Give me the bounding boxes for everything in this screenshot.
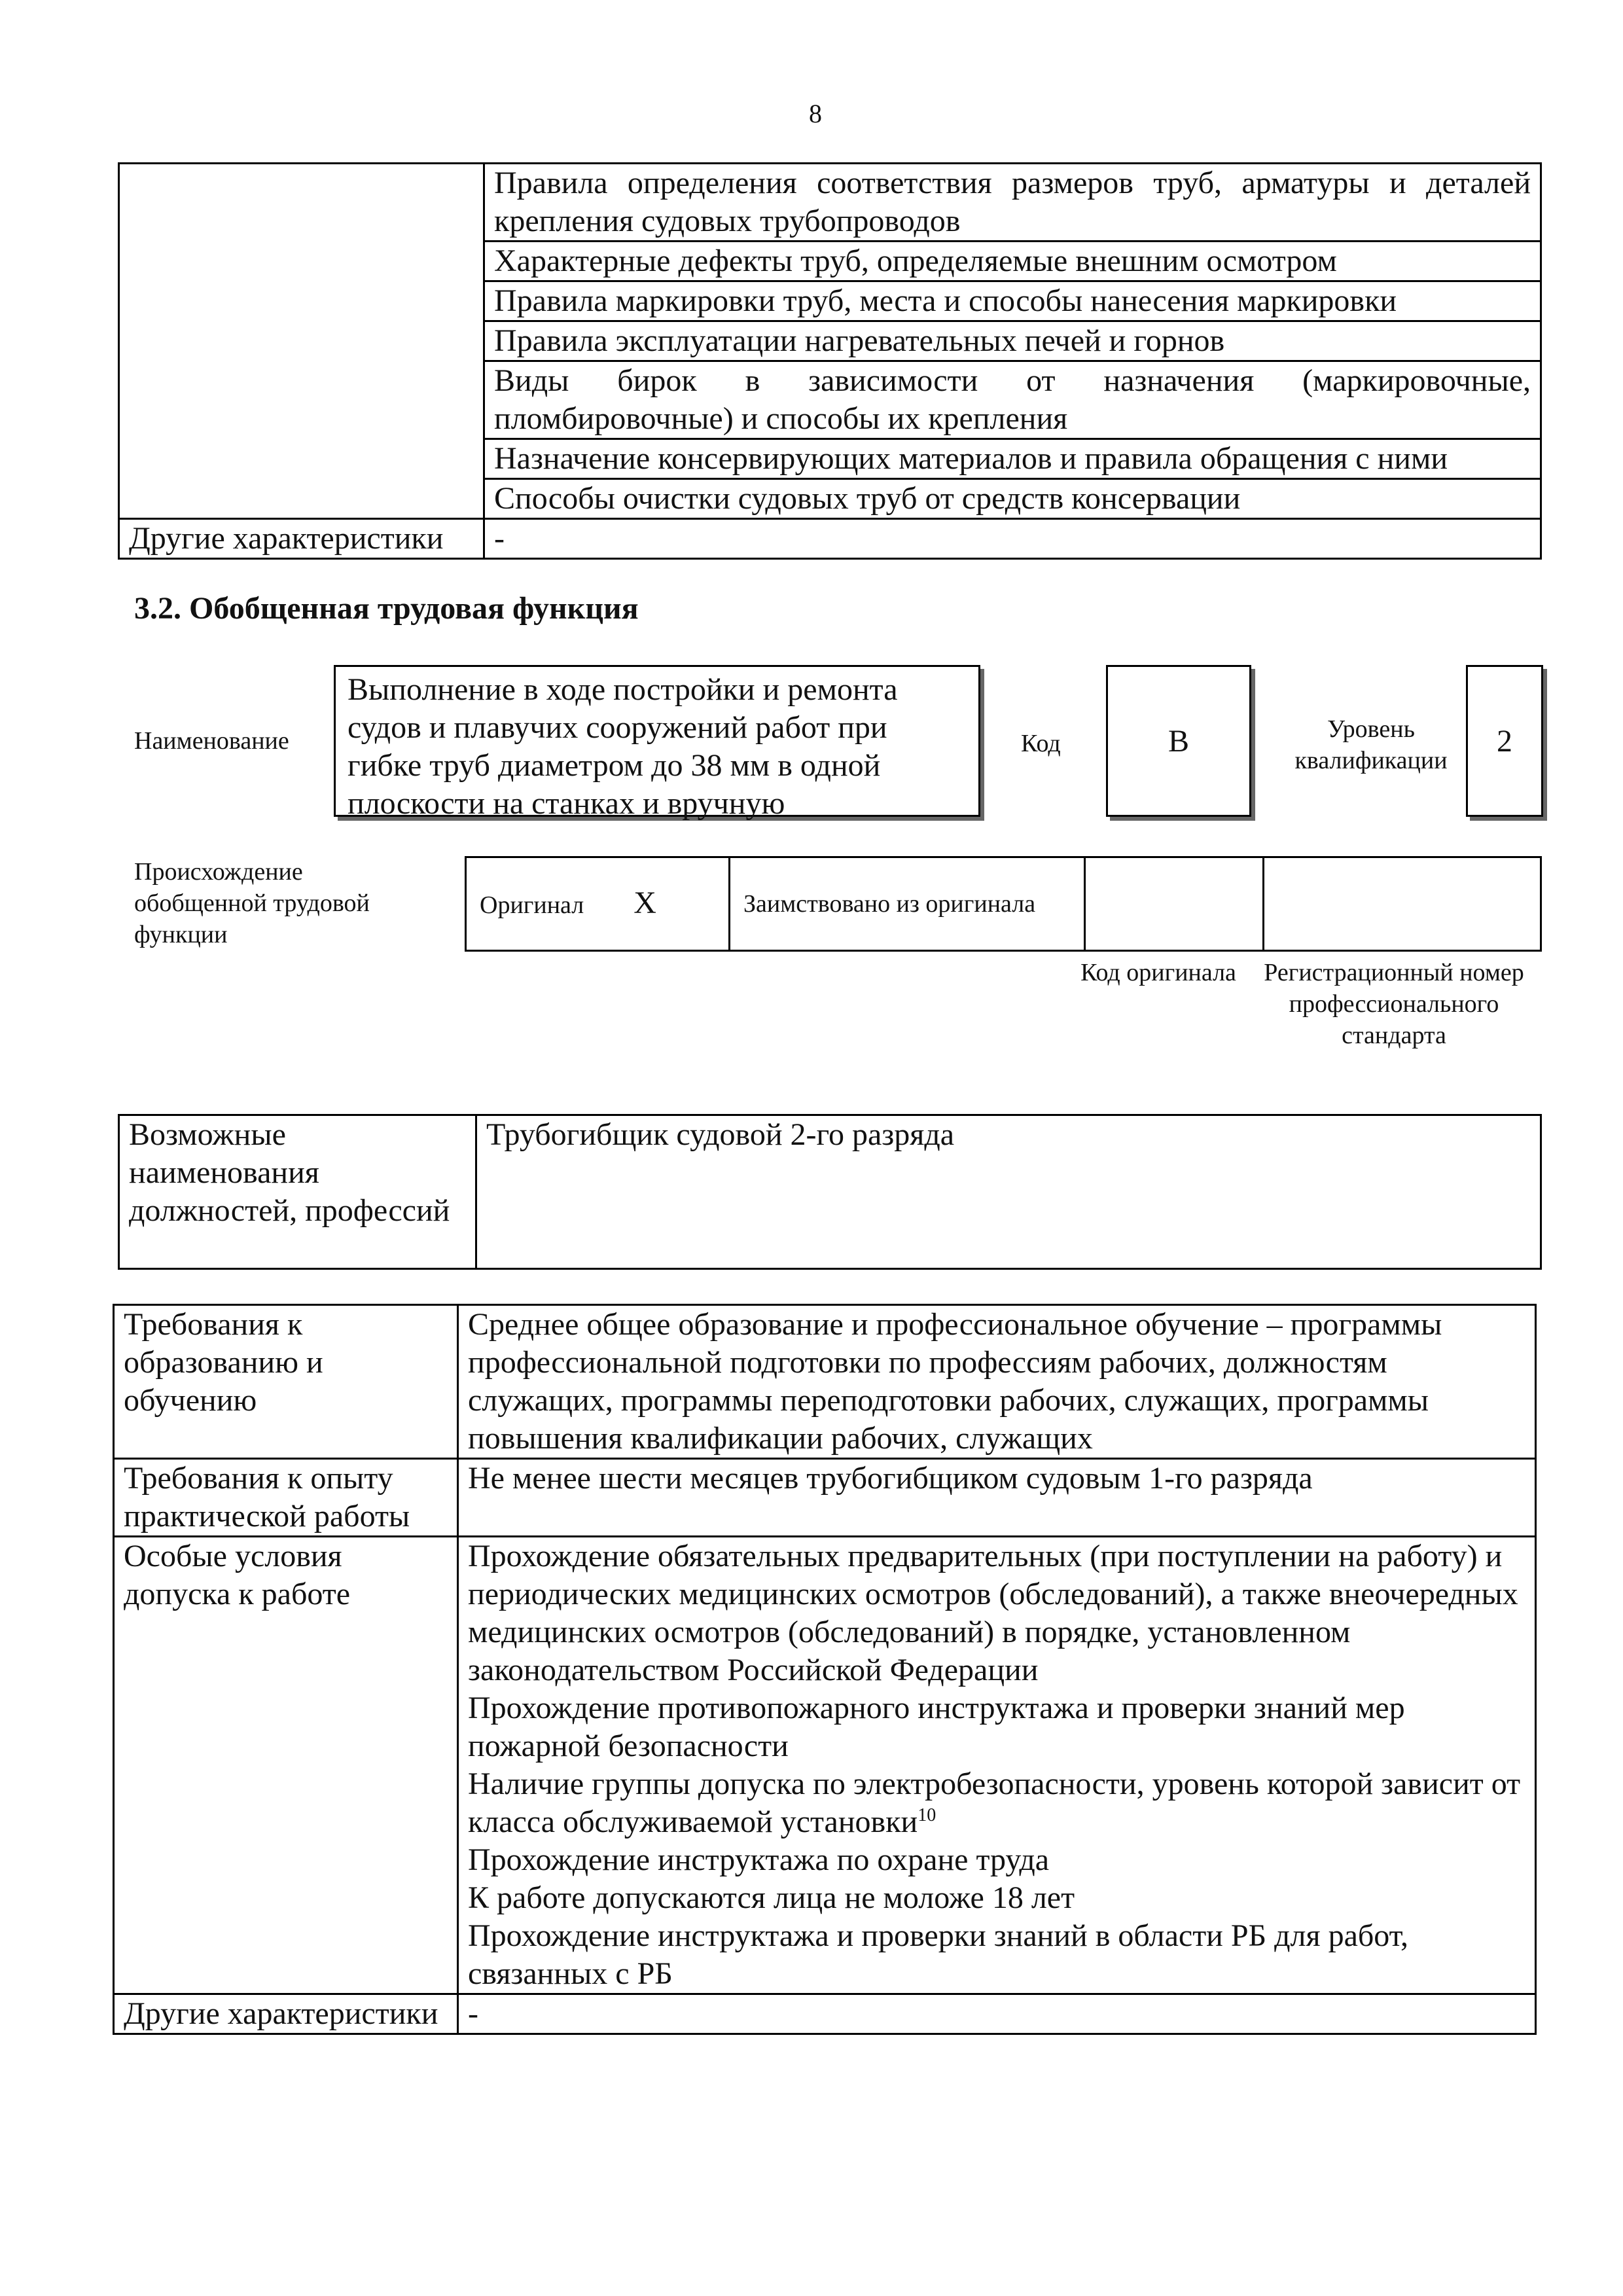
requirements-table: [113, 1304, 1537, 2035]
knowledge-item: Способы очистки судовых труб от средств консервации: [484, 479, 1541, 519]
table-row: [466, 857, 1541, 951]
conditions-value: [458, 1537, 1536, 1994]
condition-item: Прохождение обязательных предварительных (при поступлении на работу) и периодических медицинских осмотров (обследований), а также внеочередных медицинских осмотров (обследований) в порядке, установленном законодательством Российской Федерации: [468, 1539, 1518, 1687]
table-row: [119, 1115, 1541, 1269]
original-label: Оригинал: [480, 891, 584, 919]
table-row: [114, 1305, 1536, 1459]
original-code-caption: Код оригинала: [1080, 959, 1236, 986]
table-row: [114, 1459, 1536, 1537]
positions-label: Возможные наименования должностей, профессий: [119, 1115, 476, 1269]
condition-item: Прохождение противопожарного инструктажа и проверки знаний мер пожарной безопасности: [468, 1691, 1405, 1763]
empty-label-cell: [119, 164, 484, 519]
name-label: Наименование: [134, 727, 289, 755]
conditions-label: Особые условия допуска к работе: [114, 1537, 458, 1994]
condition-item: Прохождение инструктажа и проверки знаний в области РБ для работ, связанных с РБ: [468, 1918, 1409, 1991]
experience-label: Требования к опыту практической работы: [114, 1459, 458, 1537]
borrowed-label: Заимствовано из оригинала: [730, 857, 1085, 951]
other-characteristics-value: -: [484, 519, 1541, 559]
table-row: [119, 519, 1541, 559]
condition-text: Наличие группы допуска по электробезопасности, уровень которой зависит от класса обслуживаемой установки: [468, 1767, 1521, 1839]
positions-value: Трубогибщик судовой 2-го разряда: [476, 1115, 1541, 1269]
experience-value: Не менее шести месяцев трубогибщиком судовым 1-го разряда: [458, 1459, 1536, 1537]
other-characteristics-label: Другие характеристики: [114, 1994, 458, 2034]
qualification-level-box: 2: [1466, 665, 1543, 817]
education-value: Среднее общее образование и профессиональное обучение – программы профессиональной подготовки по профессиям рабочих, должностям служащих, программы переподготовки рабочих, служащих, программы повышения квалификации рабочих, служащих: [458, 1305, 1536, 1459]
condition-item-electrical: [468, 1765, 1525, 1841]
function-name-box: Выполнение в ходе постройки и ремонта судов и плавучих сооружений работ при гибке труб диаметром до 38 мм в одной плоскости на станках и вручную: [334, 665, 980, 817]
qualification-level-label: Уровень квалификации: [1294, 715, 1448, 774]
original-cell: [466, 857, 730, 951]
footnote-ref: 10: [918, 1805, 936, 1825]
knowledge-item: Назначение консервирующих материалов и правила обращения с ними: [484, 439, 1541, 479]
table-row: [114, 1537, 1536, 1994]
registration-number-caption: Регистрационный номер профессионального стандарта: [1264, 959, 1524, 1049]
knowledge-item: Характерные дефекты труб, определяемые внешним осмотром: [484, 242, 1541, 281]
other-characteristics-value: -: [458, 1994, 1536, 2034]
registration-number-cell: [1264, 857, 1541, 951]
education-label: Требования к образованию и обучению: [114, 1305, 458, 1459]
condition-item: Прохождение инструктажа по охране труда: [468, 1842, 1050, 1877]
code-box: B: [1106, 665, 1251, 817]
section-title: 3.2. Обобщенная трудовая функция: [134, 591, 639, 626]
knowledge-table: [118, 162, 1542, 560]
original-code-cell: [1085, 857, 1264, 951]
knowledge-item: Виды бирок в зависимости от назначения (маркировочные, пломбировочные) и способы их крепления: [484, 361, 1541, 439]
origin-table: [465, 856, 1542, 952]
table-row: [119, 164, 1541, 242]
origin-label: Происхождение обобщенной трудовой функции: [134, 858, 370, 948]
positions-table: [118, 1114, 1542, 1270]
knowledge-item: Правила эксплуатации нагревательных печей и горнов: [484, 321, 1541, 361]
condition-item: К работе допускаются лица не моложе 18 лет: [468, 1880, 1075, 1915]
knowledge-item: Правила определения соответствия размеров труб, арматуры и деталей крепления судовых трубопроводов: [484, 164, 1541, 242]
code-label: Код: [1021, 730, 1061, 757]
table-row: [114, 1994, 1536, 2034]
other-characteristics-label: Другие характеристики: [119, 519, 484, 559]
page-number: 8: [809, 99, 822, 128]
original-mark: X: [633, 885, 656, 920]
knowledge-item: Правила маркировки труб, места и способы нанесения маркировки: [484, 281, 1541, 321]
